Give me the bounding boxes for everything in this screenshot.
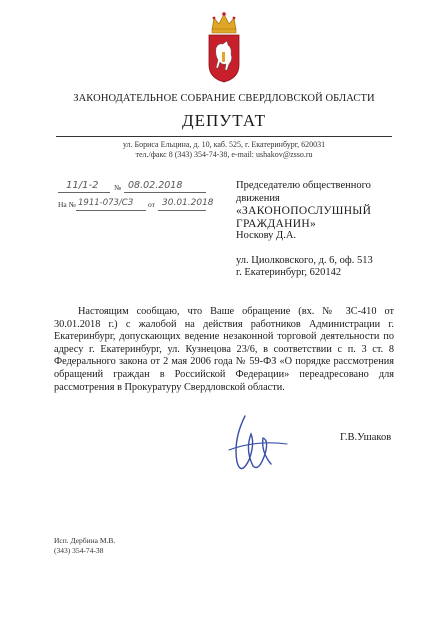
outgoing-date: 08.02.2018	[128, 180, 183, 191]
recipient-address: ул. Циолковского, д. 6, оф. 513	[236, 254, 373, 266]
executor-name: Исп. Дербина М.В.	[54, 536, 116, 545]
document-title: ДЕПУТАТ	[182, 111, 266, 130]
organization-name: ЗАКОНОДАТЕЛЬНОЕ СОБРАНИЕ СВЕРДЛОВСКОЙ ОБЛАСТИ	[73, 93, 375, 104]
header-divider	[56, 136, 392, 137]
executor-phone: (343) 354-74-38	[54, 545, 104, 555]
recipient-block	[236, 180, 436, 280]
recipient-city: г. Екатеринбург, 620142	[236, 267, 342, 278]
recipient-line: движения	[236, 192, 280, 204]
registration-block	[58, 180, 228, 216]
signer-name: Г.В.Ушаков	[340, 432, 392, 443]
incoming-from-label: от	[148, 200, 155, 209]
header-contacts: тел./факс 8 (343) 354-74-38, e-mail: ushakov@zsso.ru	[135, 150, 313, 159]
incoming-number-line	[76, 210, 146, 211]
letter-body: Настоящим сообщаю, что Ваше обращение (вх. № ЗС-410 от 30.01.2018 г.) с жалобой на действия работников Администрации г. Екатеринбург, допускающих ведение незаконной торговой деятельности по адресу г. Екатеринбург, ул. Кузнецова 23/6, в соответствии с п. 3 ст. 8 Федерального закона от 2 мая 2006 года № 59-ФЗ «О порядке рассмотрения обращений граждан в Российской Федерации» переадресовано для рассмотрения в Прокуратуру Свердловской области.	[54, 306, 394, 393]
recipient-org-name: «ЗАКОНОПОСЛУШНЫЙ	[236, 205, 372, 217]
recipient-person: Носкову Д.А.	[236, 230, 297, 241]
outgoing-number: 11/1-2	[66, 180, 99, 191]
incoming-date-line	[158, 210, 206, 211]
coat-of-arms-emblem	[204, 10, 244, 84]
outgoing-date-line	[124, 192, 206, 193]
recipient-org-name: ГРАЖДАНИН»	[236, 217, 316, 230]
incoming-prefix: На №	[58, 200, 76, 209]
handwritten-signature	[215, 410, 295, 480]
recipient-line: Председателю общественного	[236, 180, 371, 191]
outgoing-number-line	[58, 192, 110, 193]
number-label: №	[114, 183, 122, 192]
executor-block	[54, 536, 115, 555]
incoming-date: 30.01.2018	[162, 198, 214, 208]
incoming-number: 1911-073/СЗ	[78, 198, 134, 208]
header-address: ул. Бориса Ельцина, д. 10, каб. 525, г. Екатеринбург, 620031	[122, 140, 326, 149]
